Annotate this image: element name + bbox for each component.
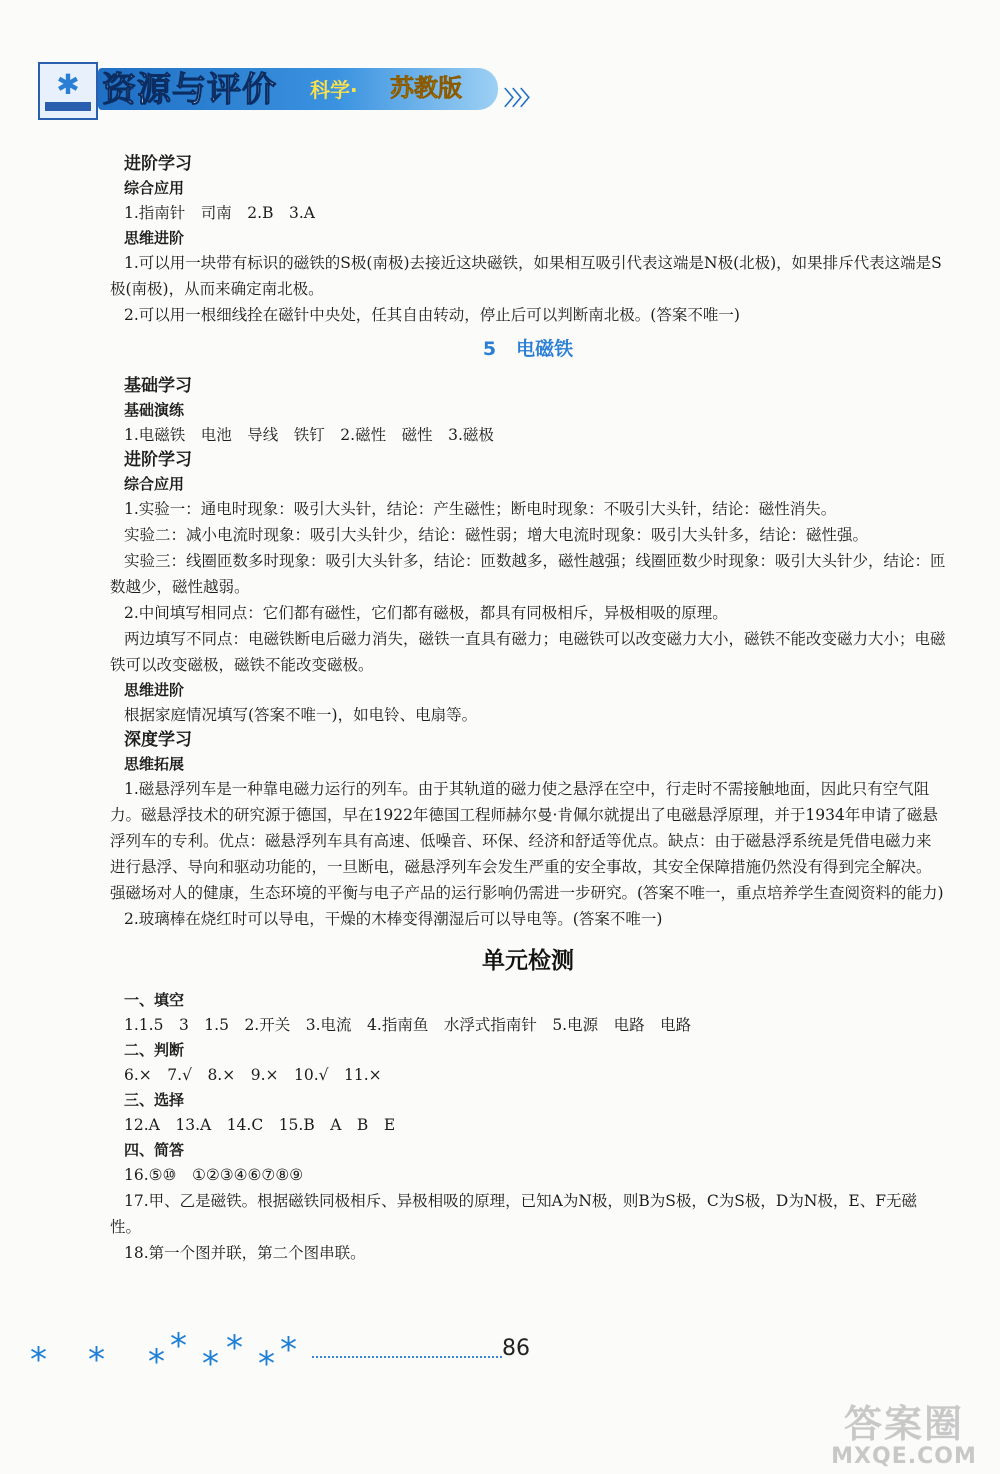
heading-thinking: 思维进阶: [124, 229, 185, 247]
watermark-text: 答案圈: [843, 1402, 964, 1446]
edition-label: 苏教版: [390, 74, 462, 102]
heading-basic: 基础学习: [124, 376, 192, 396]
heading-apply: 综合应用: [124, 475, 185, 493]
book-header: [38, 60, 538, 124]
page-footer: [30, 1322, 550, 1382]
heading-advanced: 进阶学习: [124, 154, 192, 174]
answer-paragraph: 1.可以用一块带有标识的磁铁的S极(南极)去接近这块磁铁，如果相互吸引代表这端是N极(北极)，如果排斥代表这端是S极(南极)，从而来确定南北极。: [110, 254, 942, 298]
heading-expand: 思维拓展: [124, 755, 185, 773]
star-icon: *: [202, 1344, 219, 1384]
answer-paragraph: 两边填写不同点：电磁铁断电后磁力消失，磁铁一直具有磁力；电磁铁可以改变磁力大小，磁铁不能改变磁力大小；电磁铁可以改变磁极，磁铁不能改变磁极。: [110, 630, 946, 674]
star-icon: *: [30, 1340, 47, 1380]
watermark: [824, 1402, 984, 1470]
answer-paragraph: 2.可以用一根细线拴在磁针中央处，任其自由转动，停止后可以判断南北极。(答案不唯一): [124, 306, 740, 324]
answer-line: 1.指南针 司南 2.B 3.A: [124, 204, 315, 222]
answer-line: 1.1.5 3 1.5 2.开关 3.电流 4.指南鱼 水浮式指南针 5.电源 电路 电路: [124, 1016, 692, 1034]
answer-content: [110, 152, 946, 1266]
answer-line: 12.A 13.A 14.C 15.B A B E: [124, 1116, 396, 1134]
answer-paragraph: 实验三：线圈匝数多时现象：吸引大头针多，结论：匝数越多，磁性越强；线圈匝数少时现象：吸引大头针少，结论：匝数越少，磁性越弱。: [110, 552, 946, 596]
page-number: 86: [502, 1336, 530, 1361]
answer-paragraph: 1.实验一：通电时现象：吸引大头针，结论：产生磁性；断电时现象：不吸引大头针，结论：磁性消失。: [124, 500, 837, 518]
answer-line: 1.电磁铁 电池 导线 铁钉 2.磁性 磁性 3.磁极: [124, 426, 494, 444]
heading-drill: 基础演练: [124, 401, 185, 419]
heading-advanced: 进阶学习: [124, 450, 192, 470]
heading-short-answer: 四、简答: [124, 1141, 185, 1159]
answer-paragraph: 18.第一个图并联，第二个图串联。: [124, 1244, 366, 1262]
star-icon: ✱: [56, 68, 80, 101]
book-title: 资源与评价: [102, 70, 277, 110]
chevron-right-icon: 〉〉〉: [504, 86, 538, 110]
lesson-title: [110, 334, 946, 364]
logo-caption-bar: [45, 102, 91, 111]
watermark-url: MXQE.COM: [831, 1444, 977, 1469]
star-icon: *: [170, 1326, 187, 1366]
star-icon: *: [226, 1328, 243, 1368]
answer-paragraph: 实验二：减小电流时现象：吸引大头针少，结论：磁性弱；增大电流时现象：吸引大头针多，结论：磁性强。: [124, 526, 869, 544]
lesson-name: 电磁铁: [516, 338, 574, 360]
heading-thinking: 思维进阶: [124, 681, 185, 699]
heading-fill: 一、填空: [124, 991, 185, 1009]
answer-paragraph: 2.中间填写相同点：它们都有磁性，它们都有磁极，都具有同极相斥，异极相吸的原理。: [124, 604, 728, 622]
star-icon: *: [258, 1344, 275, 1384]
unit-test-title: 单元检测: [482, 948, 574, 974]
answer-line: 6.× 7.√ 8.× 9.× 10.√ 11.×: [124, 1066, 382, 1084]
star-icon: *: [88, 1340, 105, 1380]
subject-label: 科学·: [310, 78, 358, 102]
star-icon: *: [280, 1330, 297, 1370]
answer-paragraph: 2.玻璃棒在烧红时可以导电，干燥的木棒变得潮湿后可以导电等。(答案不唯一): [124, 910, 663, 928]
answer-paragraph: 1.磁悬浮列车是一种靠电磁力运行的列车。由于其轨道的磁力使之悬浮在空中，行走时不需接触地面，因此只有空气阻力。磁悬浮技术的研究源于德国，早在1922年德国工程师赫尔曼·肯佩尔就提出了电磁悬浮原理，并于1934年申请了磁悬浮列车的专利。优点：磁悬浮列车具有高速、低噪音、环保、经济和舒适等优点。缺点：由于磁悬浮系统是凭借电磁力来进行悬浮、导向和驱动功能的，一旦断电，磁悬浮列车会发生严重的安全事故，其安全保障措施仍然没有得到完全解决。强磁场对人的健康，生态环境的平衡与电子产品的运行影响仍需进一步研究。(答案不唯一，重点培养学生查阅资料的能力): [110, 780, 944, 902]
publisher-logo: [38, 62, 98, 120]
heading-choice: 三、选择: [124, 1091, 185, 1109]
dotted-leader: [312, 1346, 502, 1358]
heading-deep: 深度学习: [124, 730, 192, 750]
heading-apply: 综合应用: [124, 179, 185, 197]
star-icon: *: [148, 1342, 165, 1382]
heading-judge: 二、判断: [124, 1041, 185, 1059]
answer-paragraph: 17.甲、乙是磁铁。根据磁铁同极相斥、异极相吸的原理，已知A为N极，则B为S极，C为S极，D为N极，E、F无磁性。: [110, 1192, 917, 1236]
lesson-number: 5: [482, 338, 497, 360]
answer-line: 16.⑤⑩ ①②③④⑥⑦⑧⑨: [124, 1166, 304, 1184]
answer-paragraph: 根据家庭情况填写(答案不唯一)，如电铃、电扇等。: [124, 706, 478, 724]
